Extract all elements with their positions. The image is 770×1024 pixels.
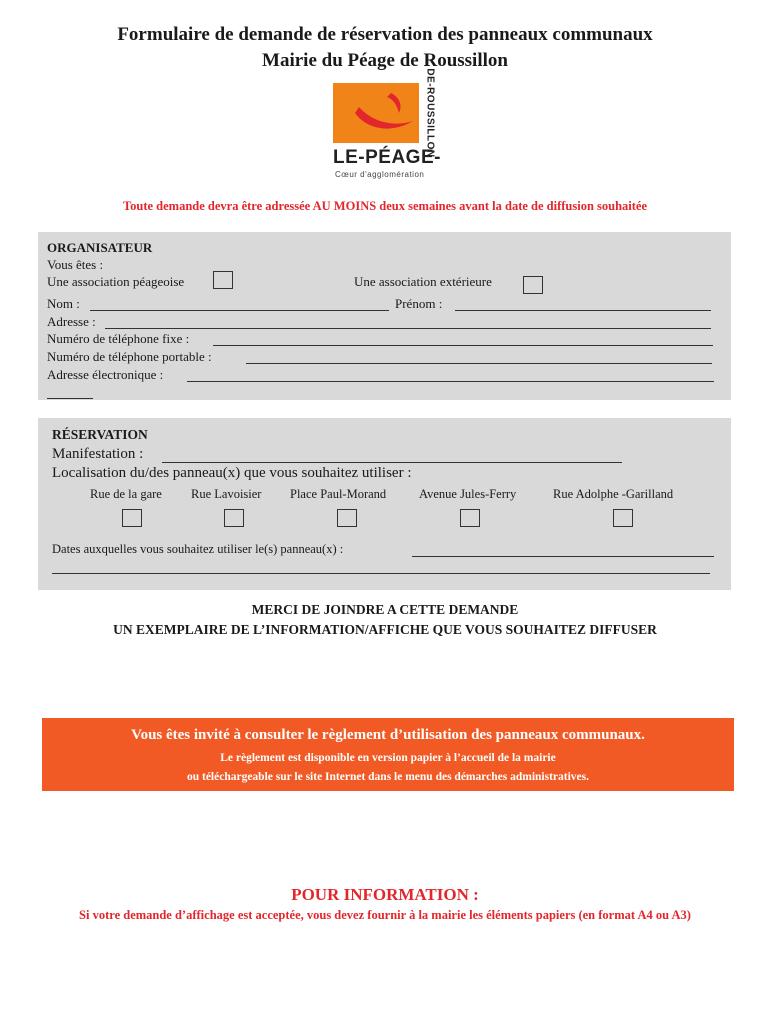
organisateur-heading: ORGANISATEUR	[47, 240, 153, 255]
logo-emblem	[333, 83, 419, 143]
town-logo	[333, 68, 443, 183]
option-exterieure-label: Une association extérieure	[354, 274, 492, 289]
tel-portable-label: Numéro de téléphone portable :	[47, 349, 212, 364]
prenom-label: Prénom :	[395, 296, 443, 311]
location-label-garilland: Rue Adolphe -Garilland	[553, 487, 674, 501]
reglement-banner	[42, 718, 734, 791]
reservation-section	[38, 418, 731, 590]
location-label-lavoisier: Rue Lavoisier	[191, 487, 262, 501]
email-field-continuation[interactable]	[47, 398, 93, 399]
information-text: Si votre demande d’affichage est acceptée, vous devez fournir à la mairie les éléments papiers (en format A4 ou A3)	[79, 908, 691, 922]
merci-line2: UN EXEMPLAIRE DE L’INFORMATION/AFFICHE QUE VOUS SOUHAITEZ DIFFUSER	[113, 622, 657, 637]
banner-line3: ou téléchargeable sur le site Internet dans le menu des démarches administratives.	[186, 771, 590, 783]
manifestation-field[interactable]	[162, 462, 622, 463]
logo-tagline: Cœur d'agglomération	[335, 170, 425, 179]
merci-line1: MERCI DE JOINDRE A CETTE DEMANDE	[251, 602, 519, 617]
dates-field-continuation[interactable]	[52, 573, 710, 574]
vous-etes-label: Vous êtes :	[47, 257, 104, 272]
checkbox-gare[interactable]	[122, 509, 142, 527]
form-subtitle: Mairie du Péage de Roussillon	[262, 50, 508, 71]
checkbox-jules-ferry[interactable]	[460, 509, 480, 527]
localisation-label: Localisation du/des panneau(x) que vous souhaitez utiliser :	[52, 465, 412, 481]
tel-portable-field[interactable]	[246, 363, 712, 364]
checkbox-paul-morand[interactable]	[337, 509, 357, 527]
prenom-field[interactable]	[455, 310, 711, 311]
tel-fixe-field[interactable]	[213, 345, 713, 346]
banner-line2: Le règlement est disponible en version papier à l’accueil de la mairie	[220, 752, 556, 764]
email-label: Adresse électronique :	[47, 367, 164, 382]
tel-fixe-label: Numéro de téléphone fixe :	[47, 331, 190, 346]
location-label-gare: Rue de la gare	[90, 487, 162, 501]
option-peageoise-label: Une association péageoise	[47, 274, 185, 289]
checkbox-exterieure[interactable]	[523, 276, 543, 294]
checkbox-lavoisier[interactable]	[224, 509, 244, 527]
form-title: Formulaire de demande de réservation des panneaux communaux	[117, 24, 653, 45]
organisateur-section	[38, 232, 731, 400]
nom-field[interactable]	[90, 310, 389, 311]
reservation-heading: RÉSERVATION	[52, 427, 148, 442]
checkbox-garilland[interactable]	[613, 509, 633, 527]
deadline-warning: Toute demande devra être adressée AU MOINS deux semaines avant la date de diffusion souhaitée	[122, 199, 648, 213]
dates-label: Dates auxquelles vous souhaitez utiliser le(s) panneau(x) :	[52, 542, 344, 556]
information-title: POUR INFORMATION :	[291, 885, 479, 904]
location-label-paul-morand: Place Paul-Morand	[290, 487, 387, 501]
manifestation-label: Manifestation :	[52, 446, 144, 462]
adresse-field[interactable]	[105, 328, 711, 329]
dates-field[interactable]	[412, 556, 714, 557]
email-field[interactable]	[187, 381, 714, 382]
logo-side-text: DE-ROUSSILLON	[424, 68, 436, 158]
adresse-label: Adresse :	[47, 314, 96, 329]
checkbox-peageoise[interactable]	[213, 271, 233, 289]
logo-name: LE-PÉAGE-	[333, 147, 441, 168]
nom-label: Nom :	[47, 296, 80, 311]
banner-line1: Vous êtes invité à consulter le règlement d’utilisation des panneaux communaux.	[131, 727, 645, 743]
location-label-jules-ferry: Avenue Jules-Ferry	[419, 487, 517, 501]
